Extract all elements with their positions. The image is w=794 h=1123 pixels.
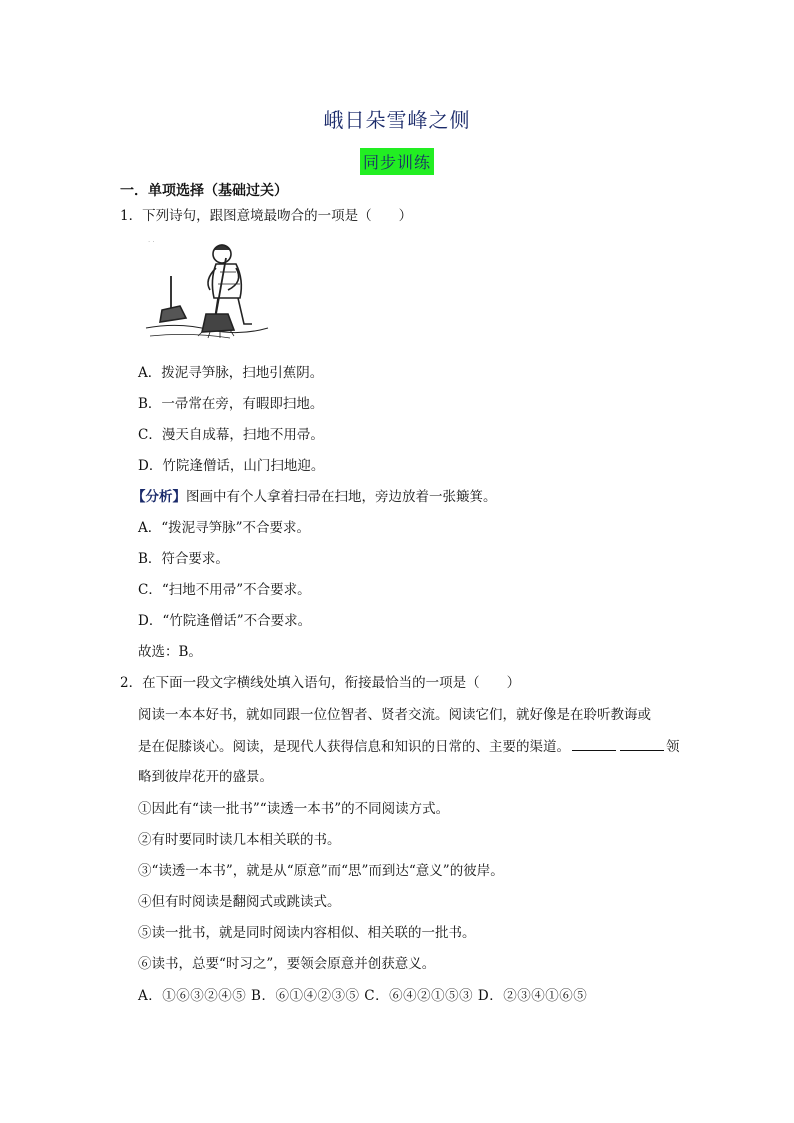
- answer-blank[interactable]: [620, 737, 664, 751]
- q1-analysis-c: C．“扫地不用帚”不合要求。: [138, 582, 311, 598]
- sweeping-illustration: [140, 232, 274, 344]
- q2-sentence-6: ⑥读书，总要“时习之”，要领会原意并创获意义。: [138, 956, 436, 972]
- q2-paragraph-line-3: 略到彼岸花开的盛景。: [138, 769, 273, 785]
- analysis-text: 图画中有个人拿着扫帚在扫地，旁边放着一张簸箕。: [186, 489, 497, 505]
- q2-paragraph-line-2: [138, 737, 680, 756]
- q2-sentence-3: ③“读透一本书”，就是从“原意”而“思”而到达“意义”的彼岸。: [138, 863, 504, 879]
- q1-option-d: D．竹院逢僧话，山门扫地迎。: [138, 458, 325, 474]
- svg-text:· ·: · ·: [148, 238, 155, 246]
- sync-training-badge: 同步训练: [360, 148, 434, 175]
- q1-option-a: A．拨泥寻笋脉，扫地引蕉阴。: [138, 365, 324, 381]
- section-heading: 一．单项选择（基础过关）: [120, 183, 288, 199]
- q2-sentence-5: ⑤读一批书，就是同时阅读内容相似、相关联的一批书。: [138, 925, 476, 941]
- answer-blank[interactable]: [572, 737, 616, 751]
- q2-choices: A．①⑥③②④⑤ B．⑥①④②③⑤ C．⑥④②①⑤③ D．②③④①⑥⑤: [138, 988, 588, 1004]
- q1-option-b: B．一帚常在旁，有暇即扫地。: [138, 396, 324, 412]
- q1-answer: 故选：B。: [138, 644, 202, 660]
- q1-option-c: C．漫天自成幕，扫地不用帚。: [138, 427, 324, 443]
- analysis-label: 【分析】: [132, 489, 186, 505]
- q2-paragraph-line-2-tail: 领: [666, 739, 680, 755]
- q1-analysis-b: B．符合要求。: [138, 551, 229, 567]
- q1-analysis: [132, 488, 497, 506]
- question-1-stem: 1．下列诗句，跟图意境最吻合的一项是（ ）: [120, 208, 413, 224]
- q1-analysis-d: D．“竹院逢僧话”不合要求。: [138, 613, 312, 629]
- q1-analysis-a: A．“拨泥寻笋脉”不合要求。: [138, 520, 311, 536]
- question-2-stem: 2．在下面一段文字横线处填入语句，衔接最恰当的一项是（ ）: [120, 675, 521, 691]
- badge-container: [0, 148, 794, 175]
- document-title: 峨日朵雪峰之侧: [323, 108, 471, 132]
- q2-sentence-1: ①因此有“读一批书”“读透一本书”的不同阅读方式。: [138, 801, 450, 817]
- q2-sentence-4: ④但有时阅读是翻阅式或跳读式。: [138, 894, 341, 910]
- q2-sentence-2: ②有时要同时读几本相关联的书。: [138, 832, 341, 848]
- q2-paragraph-line-1: 阅读一本本好书，就如同跟一位位智者、贤者交流。阅读它们，就好像是在聆听教诲或: [138, 707, 651, 723]
- q2-paragraph-line-2-text: 是在促膝谈心。阅读，是现代人获得信息和知识的日常的、主要的渠道。: [138, 739, 570, 755]
